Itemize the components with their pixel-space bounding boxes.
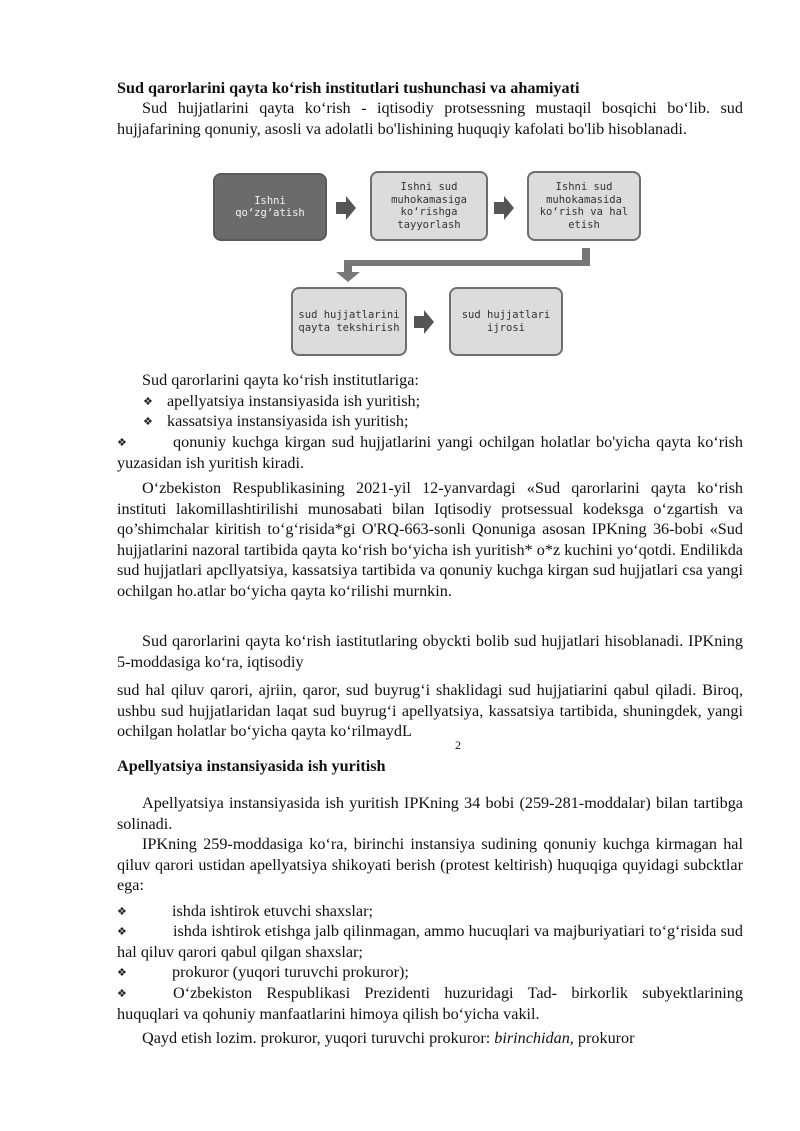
section-heading: Apellyatsiya instansiyasida ish yuritish xyxy=(117,757,386,775)
subjects-paragraph: IPKning 259-moddasiga ko‘ra, birinchi instansiya sudining qonuniy kuchga kirmagan hal qiluv qarori ustidan apellyatsiya shikoyati berish (protest keltirish) huquqiga quyidagi subcktlar ega: xyxy=(117,835,743,894)
bullet-icon: ❖ xyxy=(143,416,153,428)
bullet-icon: ❖ xyxy=(117,926,127,938)
closing-text-italic: birinchidan, xyxy=(494,1029,574,1047)
bullet-icon: ❖ xyxy=(143,396,153,408)
list-item: qonuniy kuchga kirgan sud hujjatlarini yangi ochilgan holatlar bo'yicha qayta ko‘rish yuzasidan ish yuritish kiradi. xyxy=(117,433,743,472)
arrow-right-icon xyxy=(336,196,356,220)
list-item: ishda ishtirok etishga jalb qilinmagan, ammo hucuqlari va majburiyatiari to‘g‘risida sud hal qiluv qarori qabul qilgan shaxslar; xyxy=(117,922,743,961)
connector-arrow xyxy=(336,248,590,282)
bullet-icon: ❖ xyxy=(117,906,127,918)
intro-paragraph: Sud hujjatlarini qayta ko‘rish - iqtisodiy protsessning mustaqil bosqichi bo‘lib. sud hujjafarining qonuniy, asosli va adolatli bo'lishining huquqiy kafolati bo'lib hisoblanadi. xyxy=(117,99,743,138)
list-item: kassatsiya instansiyasida ish yuritish; xyxy=(167,412,409,430)
list-item: O‘zbekiston Respublikasi Prezidenti huzuridagi Tad- birkorlik subyektlarining huquqlari va qohuniy manfaatlarini himoya qilish bo‘yicha vakil. xyxy=(117,984,743,1023)
bullet-icon: ❖ xyxy=(117,988,127,1000)
law-paragraph: O‘zbekiston Respublikasining 2021-yil 12-yanvardagi «Sud qarorlarini qayta ko‘rish instituti lakomillashtirilishi munosabati bilan Iqtisodiy protsessual kodeksga o‘zgartish va qo’shimchalar kiritish to‘g‘risida*gi O'RQ-663-sonli Qonuniga asosan IPKning 36-bobi «Sud hujjatlarini nazoral tartibida qayta ko‘rish bo‘yicha ish yuritish* o*z kuchini yo‘qotdi. Endilikda sud hujjatlari apcllyatsiya, kassatsiya tartibida va qonuniy kuchga kirgan sud hujjatlari csa yangi ochilgan ho.atlar bo‘yicha qayta ko‘rilishi murnkin. xyxy=(117,479,743,600)
diagram-box-stage-5: sud hujjatlari ijrosi xyxy=(449,287,563,356)
closing-text-start: Qayd etish lozim. prokuror, yuqori turuvchi prokuror: xyxy=(142,1029,495,1047)
section-heading: Sud qarorlarini qayta ko‘rish institutlari tushunchasi va ahamiyati xyxy=(117,79,580,97)
list-item: apellyatsiya instansiyasida ish yuritish; xyxy=(167,392,421,410)
closing-text-end: prokuror xyxy=(573,1029,635,1047)
list-item: prokuror (yuqori turuvchi prokuror); xyxy=(172,963,409,981)
arrow-right-icon xyxy=(414,310,434,334)
object-paragraph: Sud qarorlarini qayta ko‘rish iastitutlaring obyckti bolib sud hujjatlari hisoblanadi. IPKning 5-moddasiga ko‘ra, iqtisodiy xyxy=(117,632,743,671)
bullet-icon: ❖ xyxy=(117,437,127,449)
appeal-paragraph: Apellyatsiya instansiyasida ish yuritish IPKning 34 bobi (259-281-moddalar) bilan tartibga solinadi. xyxy=(117,794,743,833)
diagram-box-stage-2: Ishni sud muhokamasiga ko‘rishga tayyorlash xyxy=(370,171,488,241)
diagram-box-stage-1: Ishni qo‘zg‘atish xyxy=(213,173,327,241)
list-item: ishda ishtirok etuvchi shaxslar; xyxy=(172,902,373,920)
list-intro: Sud qarorlarini qayta ko‘rish institutlariga: xyxy=(142,371,419,389)
diagram-box-stage-4: sud hujjatlarini qayta tekshirish xyxy=(291,287,407,356)
continuation-paragraph: sud hal qiluv qarori, ajriin, qaror, sud buyrug‘i shaklidagi sud hujjatiarini qabul qiladi. Biroq, ushbu sud hujjatlaridan laqat sud buyrug‘i apellyatsiya, kassatsiya tartibida, shuningdek, yangi ochilgan holatlar bo‘yicha qayta ko‘rilmaydL xyxy=(117,681,743,740)
arrow-right-icon xyxy=(494,196,514,220)
page-number: 2 xyxy=(455,738,461,752)
bullet-icon: ❖ xyxy=(117,967,127,979)
diagram-box-stage-3: Ishni sud muhokamasida ko‘rish va hal etish xyxy=(527,171,641,241)
closing-paragraph xyxy=(117,1028,743,1049)
